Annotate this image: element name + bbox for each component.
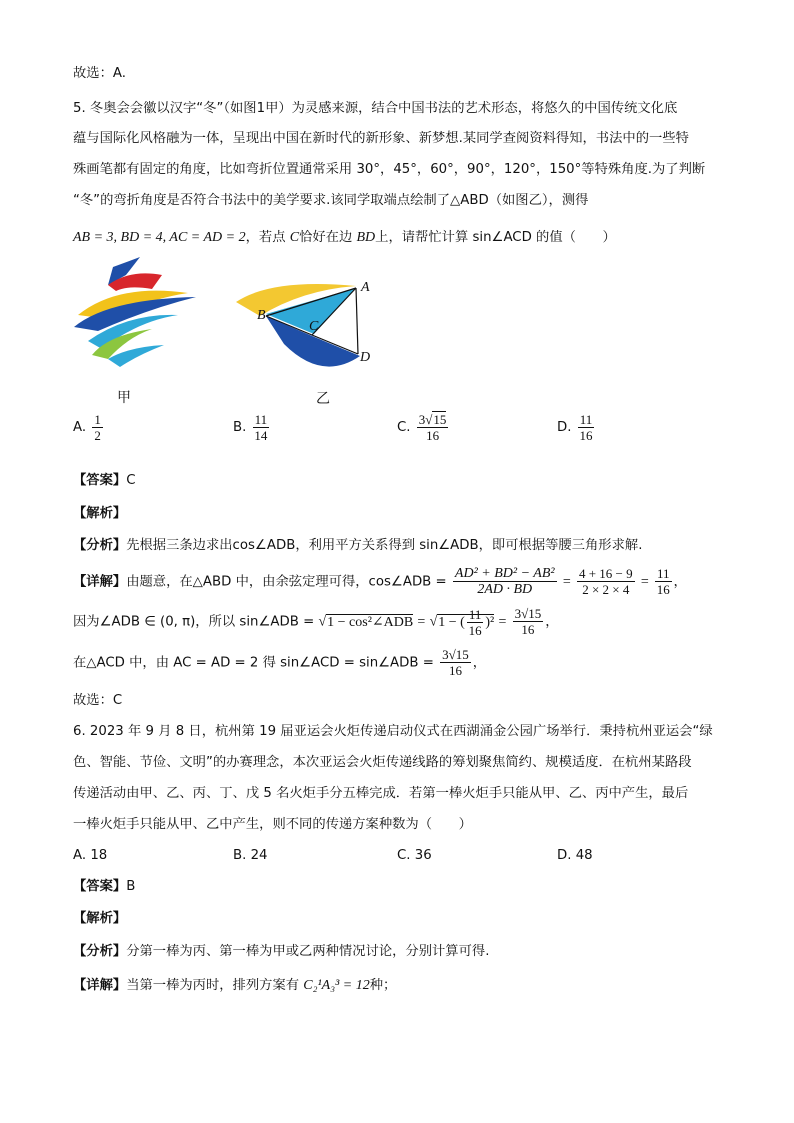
q5-option-c[interactable]: C. $\frac{3√15}{16}$ (397, 412, 447, 443)
q5-option-d[interactable]: D. $\frac{11}{16}$ (557, 412, 593, 443)
q6-stem-line2: 色、智能、节俭、文明”的办赛理念，本次亚运会火炬传递线路的筹划聚焦简约、规模适度．在杭州某路段 (73, 755, 692, 770)
q6-detail-line1: 【详解】当第一棒为丙时，排列方案有 C₂¹A₃³ = 12种； (73, 978, 397, 993)
q5-option-b[interactable]: B. $\frac{11}{14}$ (233, 412, 268, 443)
q5-detail-line1: 【详解】由题意，在△ABD 中，由余弦定理可得，cos∠ADB = $\frac{\text{AD² + BD² − AB²}}{2AD \cdot BD}$ = $\frac{4 + 16 - 9}{2 \times 2 \times 4}$ = $\frac{11}{16}$ ， (73, 566, 687, 597)
point-a-label: A (361, 280, 370, 295)
side-ad (356, 288, 358, 354)
point-d-label: D (360, 350, 371, 365)
point-b-label: B (257, 308, 266, 323)
point-c-label: C (309, 319, 319, 334)
q6-option-d[interactable]: D. 48 (557, 848, 593, 863)
q5-stem-line3: 殊画笔都有固定的角度，比如弯折位置通常采用 30°，45°，60°，90°，120°，150°等特殊角度.为了判断 (73, 162, 706, 177)
q6-fenxi: 【分析】分第一棒为丙、第一棒为甲或乙两种情况讨论，分别计算可得. (73, 944, 490, 959)
q5-detail-line3: 在△ACD 中，由 AC = AD = 2 得 sin∠ACD = sin∠ADB = $\frac{3√15}{16}$ ， (73, 647, 487, 678)
q5-given-lengths: AB = 3, BD = 4, AC = AD = 2 (73, 230, 246, 245)
q5-choose: 故选：C (73, 693, 123, 708)
q5-stem-line1: 5. 冬奥会会徽以汉字“冬”（如图1甲）为灵感来源，结合中国书法的艺术形态，将悠久的中国传统文化底 (73, 101, 678, 116)
q6-stem-line1: 6. 2023 年 9 月 8 日，杭州第 19 届亚运会火炬传递启动仪式在西湖涌金公园广场举行．秉持杭州亚运会“绿 (73, 724, 713, 739)
triangle-figure-yi (232, 272, 380, 382)
figure-caption-yi: 乙 (316, 391, 330, 407)
q5-answer: 【答案】C (73, 473, 136, 488)
q6-option-a[interactable]: A. 18 (73, 848, 108, 863)
previous-answer: 故选：A. (73, 66, 126, 81)
q6-option-c[interactable]: C. 36 (397, 848, 432, 863)
figure-caption-jia: 甲 (117, 390, 131, 406)
q5-stem-line4: “冬”的弯折角度是否符合书法中的美学要求.该同学取端点绘制了△ABD（如图乙），测得 (73, 193, 589, 208)
q6-stem-line3: 传递活动由甲、乙、丙、丁、戊 5 名火炬手分五棒完成．若第一棒火炬手只能从甲、乙、丙中产生，最后 (73, 786, 689, 801)
q5-fenxi: 【分析】先根据三条边求出cos∠ADB，利用平方关系得到 sin∠ADB，即可根据等腰三角形求解. (73, 538, 643, 553)
q6-stem-line4: 一棒火炬手只能从甲、乙中产生，则不同的传递方案种数为（ ） (73, 817, 472, 832)
q5-analysis-heading: 【解析】 (73, 506, 127, 521)
q5-detail-line2: 因为∠ADB ∈ (0, π)，所以 sin∠ADB = √1 − cos²∠ADB = √1 − ( $\frac{11}{16}$ )² = $\frac{3√15}{16}$ ， (73, 606, 559, 638)
q5-stem-line2: 蕴与国际化风格融为一体，呈现出中国在新时代的新形象、新梦想.某同学查阅资料得知，书法中的一些特 (73, 131, 689, 146)
q6-answer: 【答案】B (73, 879, 136, 894)
q5-option-a[interactable]: A. $\frac{1}{2}$ (73, 412, 101, 443)
q6-analysis-heading: 【解析】 (73, 911, 127, 926)
q6-option-b[interactable]: B. 24 (233, 848, 268, 863)
q5-stem-line5: AB = 3, BD = 4, AC = AD = 2，若点 C恰好在边 BD上，请帮忙计算 sin∠ACD 的值（ ） (73, 230, 616, 245)
emblem-figure-jia (68, 255, 206, 387)
